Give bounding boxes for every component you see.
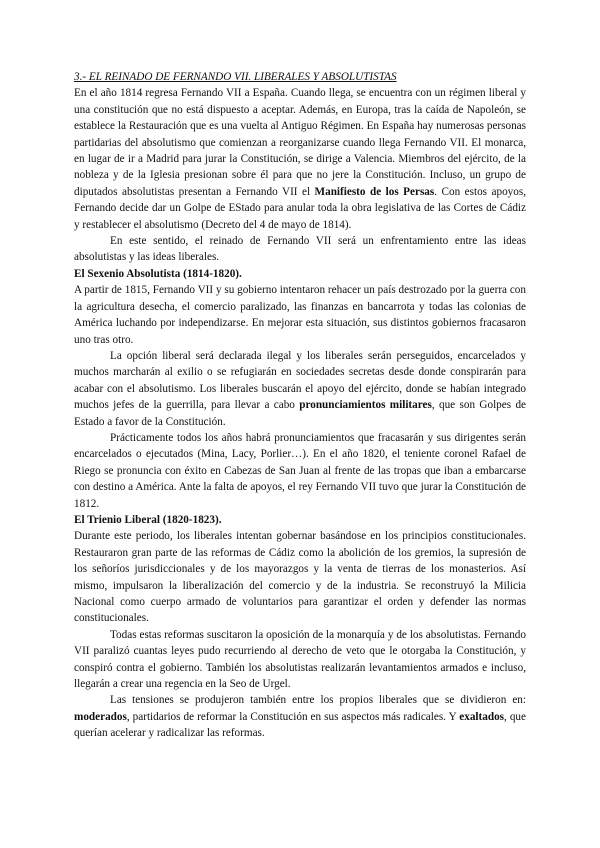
intro-text-b: . Con estos apoyos, Fernando decide dar un Golpe de EStado para anular toda la obra legislativa de las Cortes de Cádiz y restablecer el absolutismo (Decreto del 4 de mayo de 1814). bbox=[74, 185, 526, 231]
pronunciamientos-term: pronunciamientos militares bbox=[299, 399, 432, 412]
moderados-term: moderados bbox=[74, 710, 127, 723]
sexenio-paragraph-1: A partir de 1815, Fernando VII y su gobierno intentaron rehacer un país destrozado por la guerra con la agricultura desecha, el comercio paralizado, las finanzas en bancarrota y todas las colonias de América luchando por independizarse. En mejorar esta situación, sus distintos gobiernos fracasaron uno tras otro. bbox=[74, 284, 526, 346]
sexenio-paragraph-3: Prácticamente todos los años habrá pronunciamientos que fracasarán y sus dirigentes serán encarcelados o ejecutados (Mina, Lacy, Porlier…). En el año 1820, el teniente coronel Rafael de Riego se pronuncia con éxito en Cabezas de San Juan al frente de las tropas que iban a embarcarse con destino a América. Ante la falta de apoyos, el rey Fernando VII tuvo que jurar la Constitución de 1812. bbox=[74, 431, 526, 510]
sexenio-p2-text-a: La opción liberal será declarada ilegal y los liberales serán perseguidos, encarcelados y muchos marcharán al exilio o se refugiarán en sociedades secretas desde donde conspirarán para acabar con el absolutismo. Los liberales buscarán el apoyo del ejército, donde se habían integrado muchos jefes de la guerrilla, para llevar a cabo bbox=[74, 349, 526, 412]
sexenio-paragraph-2 bbox=[74, 348, 526, 430]
trienio-p3-text-a: Las tensiones se produjeron también entre los propios liberales que se dividieron en: bbox=[110, 694, 526, 707]
trienio-heading: El Trienio Liberal (1820-1823). bbox=[74, 513, 222, 526]
intro-paragraph-1 bbox=[74, 85, 526, 233]
exaltados-term: exaltados bbox=[459, 710, 505, 723]
trienio-paragraph-2: Todas estas reformas suscitaron la oposición de la monarquía y de los absolutistas. Fernando VII paralizó cuantas leyes pudo recurriendo al derecho de veto que le otorgaba la Constitución, y conspiró contra el gobierno. También los absolutistas realizarán levantamientos armados e incluso, llegarán a crear una regencia en la Seo de Urgel. bbox=[74, 628, 526, 691]
sexenio-p2-text-b: , que son Golpes de Estado a favor de la Constitución. bbox=[74, 399, 527, 428]
intro-text-a: En el año 1814 regresa Fernando VII a España. Cuando llega, se encuentra con un régimen liberal y una constitución que no está dispuesto a aceptar. Además, en Europa, tras la caída de Napoleón, se establece la Restauración que es una vuelta al Antiguo Régimen. En España hay numerosas personas partidarias del absolutismo que comienzan a reorganizarse cuando llega Fernando VII. El monarca, en lugar de ir a Madrid para jurar la Constitución, se dirige a Valencia. Miembros del ejército, de la nobleza y de la Iglesia presionan sobre él para que no jere la Constitución. Incluso, un grupo de diputados absolutistas presentan a Fernando VII el bbox=[74, 87, 526, 198]
trienio-p3-text-b: , partidarios de reformar la Constitución en sus aspectos más radicales. Y bbox=[126, 710, 460, 723]
sexenio-heading: El Sexenio Absolutista (1814-1820). bbox=[74, 267, 242, 280]
manifiesto-persas-term: Manifiesto de los Persas bbox=[314, 185, 435, 198]
document-page bbox=[74, 69, 526, 742]
trienio-paragraph-3 bbox=[74, 692, 526, 741]
trienio-paragraph-1: Durante este periodo, los liberales intentan gobernar basándose en los principios constitucionales. Restauraron gran parte de las reformas de Cádiz como la abolición de los gremios, la supresión de los señoríos jurisdiccionales y de los mayorazgos y la venta de tierras de los monasterios. Así mismo, impulsaron la liberalización del comercio y de la industria. Se reconstruyó la Milicia Nacional como cuerpo armado de voluntarios para garantizar el orden y defender las normas constitucionales. bbox=[74, 530, 526, 625]
page-title: 3.- EL REINADO DE FERNANDO VII. LIBERALES Y ABSOLUTISTAS bbox=[74, 71, 397, 83]
trienio-p3-text-c: , que querían acelerar y radicalizar las reformas. bbox=[74, 710, 526, 740]
intro-paragraph-2: En este sentido, el reinado de Fernando VII será un enfrentamiento entre las ideas absolutistas y las ideas liberales. bbox=[74, 235, 526, 264]
